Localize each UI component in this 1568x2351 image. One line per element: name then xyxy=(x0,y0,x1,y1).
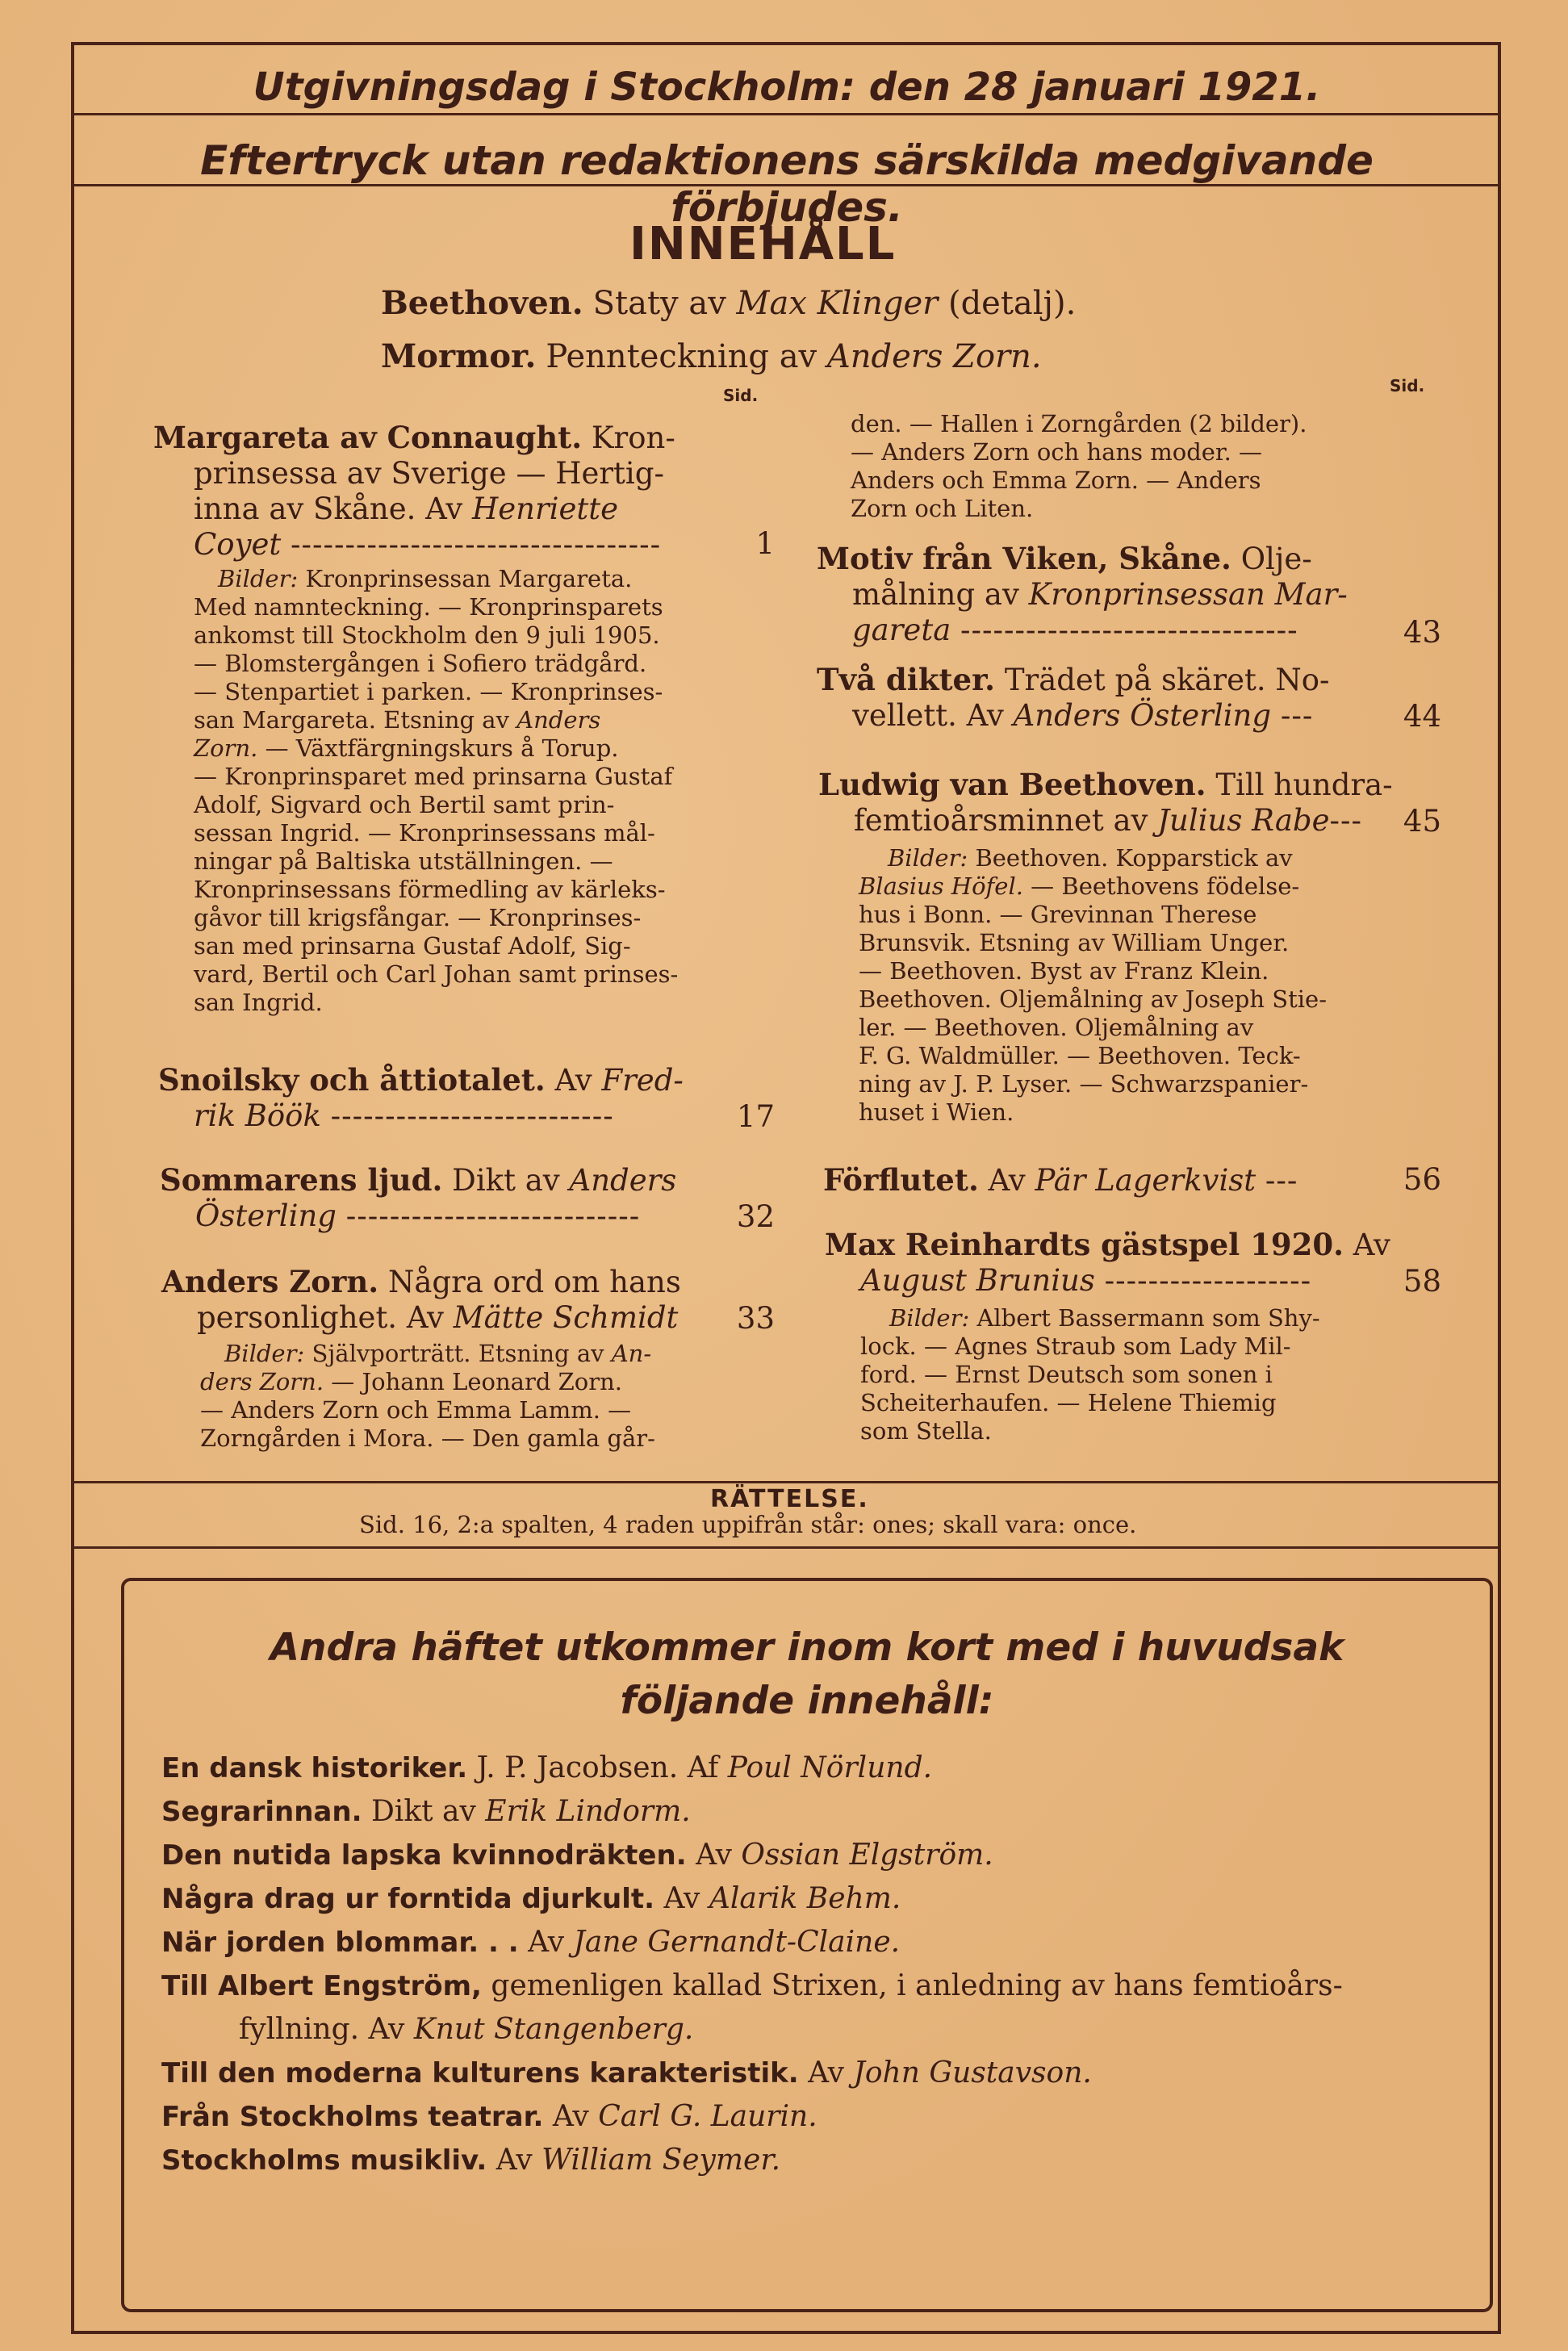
next-issue-item: När jorden blommar. . . Av Jane Gernandt-Claine. xyxy=(161,1926,901,1959)
page-number: 58 xyxy=(1403,1264,1441,1299)
toc-illustrations: Bilder: Självporträtt. Etsning av An- ders Zorn. — Johann Leonard Zorn. — Anders Zorn och Emma Lamm. — Zorngården i Mora. — Den gamla går- xyxy=(200,1340,655,1452)
next-issue-item: En dansk historiker. J. P. Jacobsen. Af Poul Nörlund. xyxy=(161,1751,933,1784)
toc-illustrations: Bilder: Kronprinsessan Margareta. Med namnteckning. — Kronprinsparets ankomst till Stockholm den 9 juli 1905. — Blomstergången i Sofiero trädgård. — Stenpartiet i parken. — Kronprinses- san Margareta. Etsning av Anders Zorn. — Växtfärgningskurs å Torup. — Kronprinsparet med prinsarna Gustaf Adolf, Sigvard och Bertil samt prin- sessan Ingrid. — Kronprinsessans mål- ningar på Baltiska utställningen. — Kronprinsessans förmedling av kärleks- gåvor till krigsfångar. — Kronprinses- san med prinsarna Gustaf Adolf, Sig- vard, Bertil och Carl Johan samt prinses- san Ingrid. xyxy=(194,565,679,1016)
next-issue-item-continued: fyllning. Av Knut Stangenberg. xyxy=(239,2013,694,2046)
page-number: 33 xyxy=(736,1301,775,1336)
next-issue-item: Några drag ur forntida djurkult. Av Alarik Behm. xyxy=(161,1882,901,1915)
next-issue-item: Till den moderna kulturens karakteristik. Av John Gustavson. xyxy=(161,2056,1092,2090)
next-issue-item: Till Albert Engström, gemenligen kallad Strixen, i anledning av hans femtioårs- xyxy=(161,1969,1343,2002)
divider xyxy=(71,1481,1501,1483)
toc-entry: Margareta av Connaught. Kron- prinsessa av Sverige — Hertig- inna av Skåne. Av Henriette Coyet ---------------------------------- xyxy=(153,420,675,562)
toc-illustrations: Bilder: Beethoven. Kopparstick av Blasius Höfel. — Beethovens födelse- hus i Bonn. — Grevinnan Therese Brunsvik. Etsning av William Unger. — Beethoven. Byst av Franz Klein. Beethoven. Oljemålning av Joseph Stie- ler. — Beethoven. Oljemålning av F. G. Waldmüller. — Beethoven. Teck- ning av J. P. Lyser. — Schwarzspanier- huset i Wien. xyxy=(859,844,1327,1126)
page-number: 32 xyxy=(736,1199,775,1234)
next-issue-subtitle: följande innehåll: xyxy=(620,1679,994,1723)
next-issue-item: Den nutida lapska kvinnodräkten. Av Ossian Elgström. xyxy=(161,1839,993,1872)
toc-entry: Anders Zorn. Några ord om hans personlighet. Av Mätte Schmidt xyxy=(161,1264,681,1335)
divider xyxy=(71,1546,1501,1549)
illustration-mormor: Mormor. Pennteckning av Anders Zorn. xyxy=(381,337,1042,375)
next-issue-title: Andra häftet utkommer inom kort med i huvudsak xyxy=(270,1625,1344,1670)
contents-title: INNEHÅLL xyxy=(629,218,897,270)
next-issue-item: Segrarinnan. Dikt av Erik Lindorm. xyxy=(161,1795,691,1828)
errata-title: RÄTTELSE. xyxy=(710,1485,869,1513)
sid-label: Sid. xyxy=(1390,376,1425,395)
page-number: 43 xyxy=(1403,615,1441,650)
toc-entry: Ludwig van Beethoven. Till hundra- femtioårsminnet av Julius Rabe--- xyxy=(818,767,1393,838)
next-issue-item: Stockholms musikliv. Av William Seymer. xyxy=(161,2144,781,2177)
toc-entry: Två dikter. Trädet på skäret. No- vellett. Av Anders Österling --- xyxy=(817,662,1330,733)
toc-entry: Max Reinhardts gästspel 1920. Av August Brunius ------------------- xyxy=(825,1227,1390,1298)
page-number: 45 xyxy=(1403,804,1441,839)
page-number: 56 xyxy=(1403,1162,1441,1197)
toc-entry: Motiv från Viken, Skåne. Olje- målning av Kronprinsessan Mar- gareta ------------------------------- xyxy=(817,541,1348,647)
sid-label: Sid. xyxy=(723,386,759,405)
toc-entry: Snoilsky och åttiotalet. Av Fred- rik Böök -------------------------- xyxy=(158,1062,684,1133)
divider xyxy=(71,113,1501,115)
reprint-notice-banner: Eftertryck utan redaktionens särskilda medgivande förbjudes. xyxy=(200,137,1374,231)
page-number: 17 xyxy=(736,1099,775,1134)
page-number: 44 xyxy=(1403,699,1441,734)
toc-illustrations: Bilder: Albert Bassermann som Shy- lock. — Agnes Straub som Lady Mil- ford. — Ernst Deutsch som sonen i Scheiterhaufen. — Helene Thiemig som Stella. xyxy=(860,1304,1320,1445)
errata-text: Sid. 16, 2:a spalten, 4 raden uppifrån står: ones; skall vara: once. xyxy=(359,1511,1137,1538)
release-date-banner: Utgivningsdag i Stockholm: den 28 januari 1921. xyxy=(253,65,1321,110)
toc-entry: Förflutet. Av Pär Lagerkvist --- xyxy=(823,1162,1298,1198)
page-number: 1 xyxy=(755,526,775,561)
illustration-beethoven: Beethoven. Staty av Max Klinger (detalj). xyxy=(381,284,1077,322)
toc-entry: Sommarens ljud. Dikt av Anders Österling --------------------------- xyxy=(160,1162,677,1233)
toc-illustrations: den. — Hallen i Zorngården (2 bilder). — Anders Zorn och hans moder. — Anders och Emma Zorn. — Anders Zorn och Liten. xyxy=(851,410,1307,522)
next-issue-item: Från Stockholms teatrar. Av Carl G. Laurin. xyxy=(161,2100,817,2133)
